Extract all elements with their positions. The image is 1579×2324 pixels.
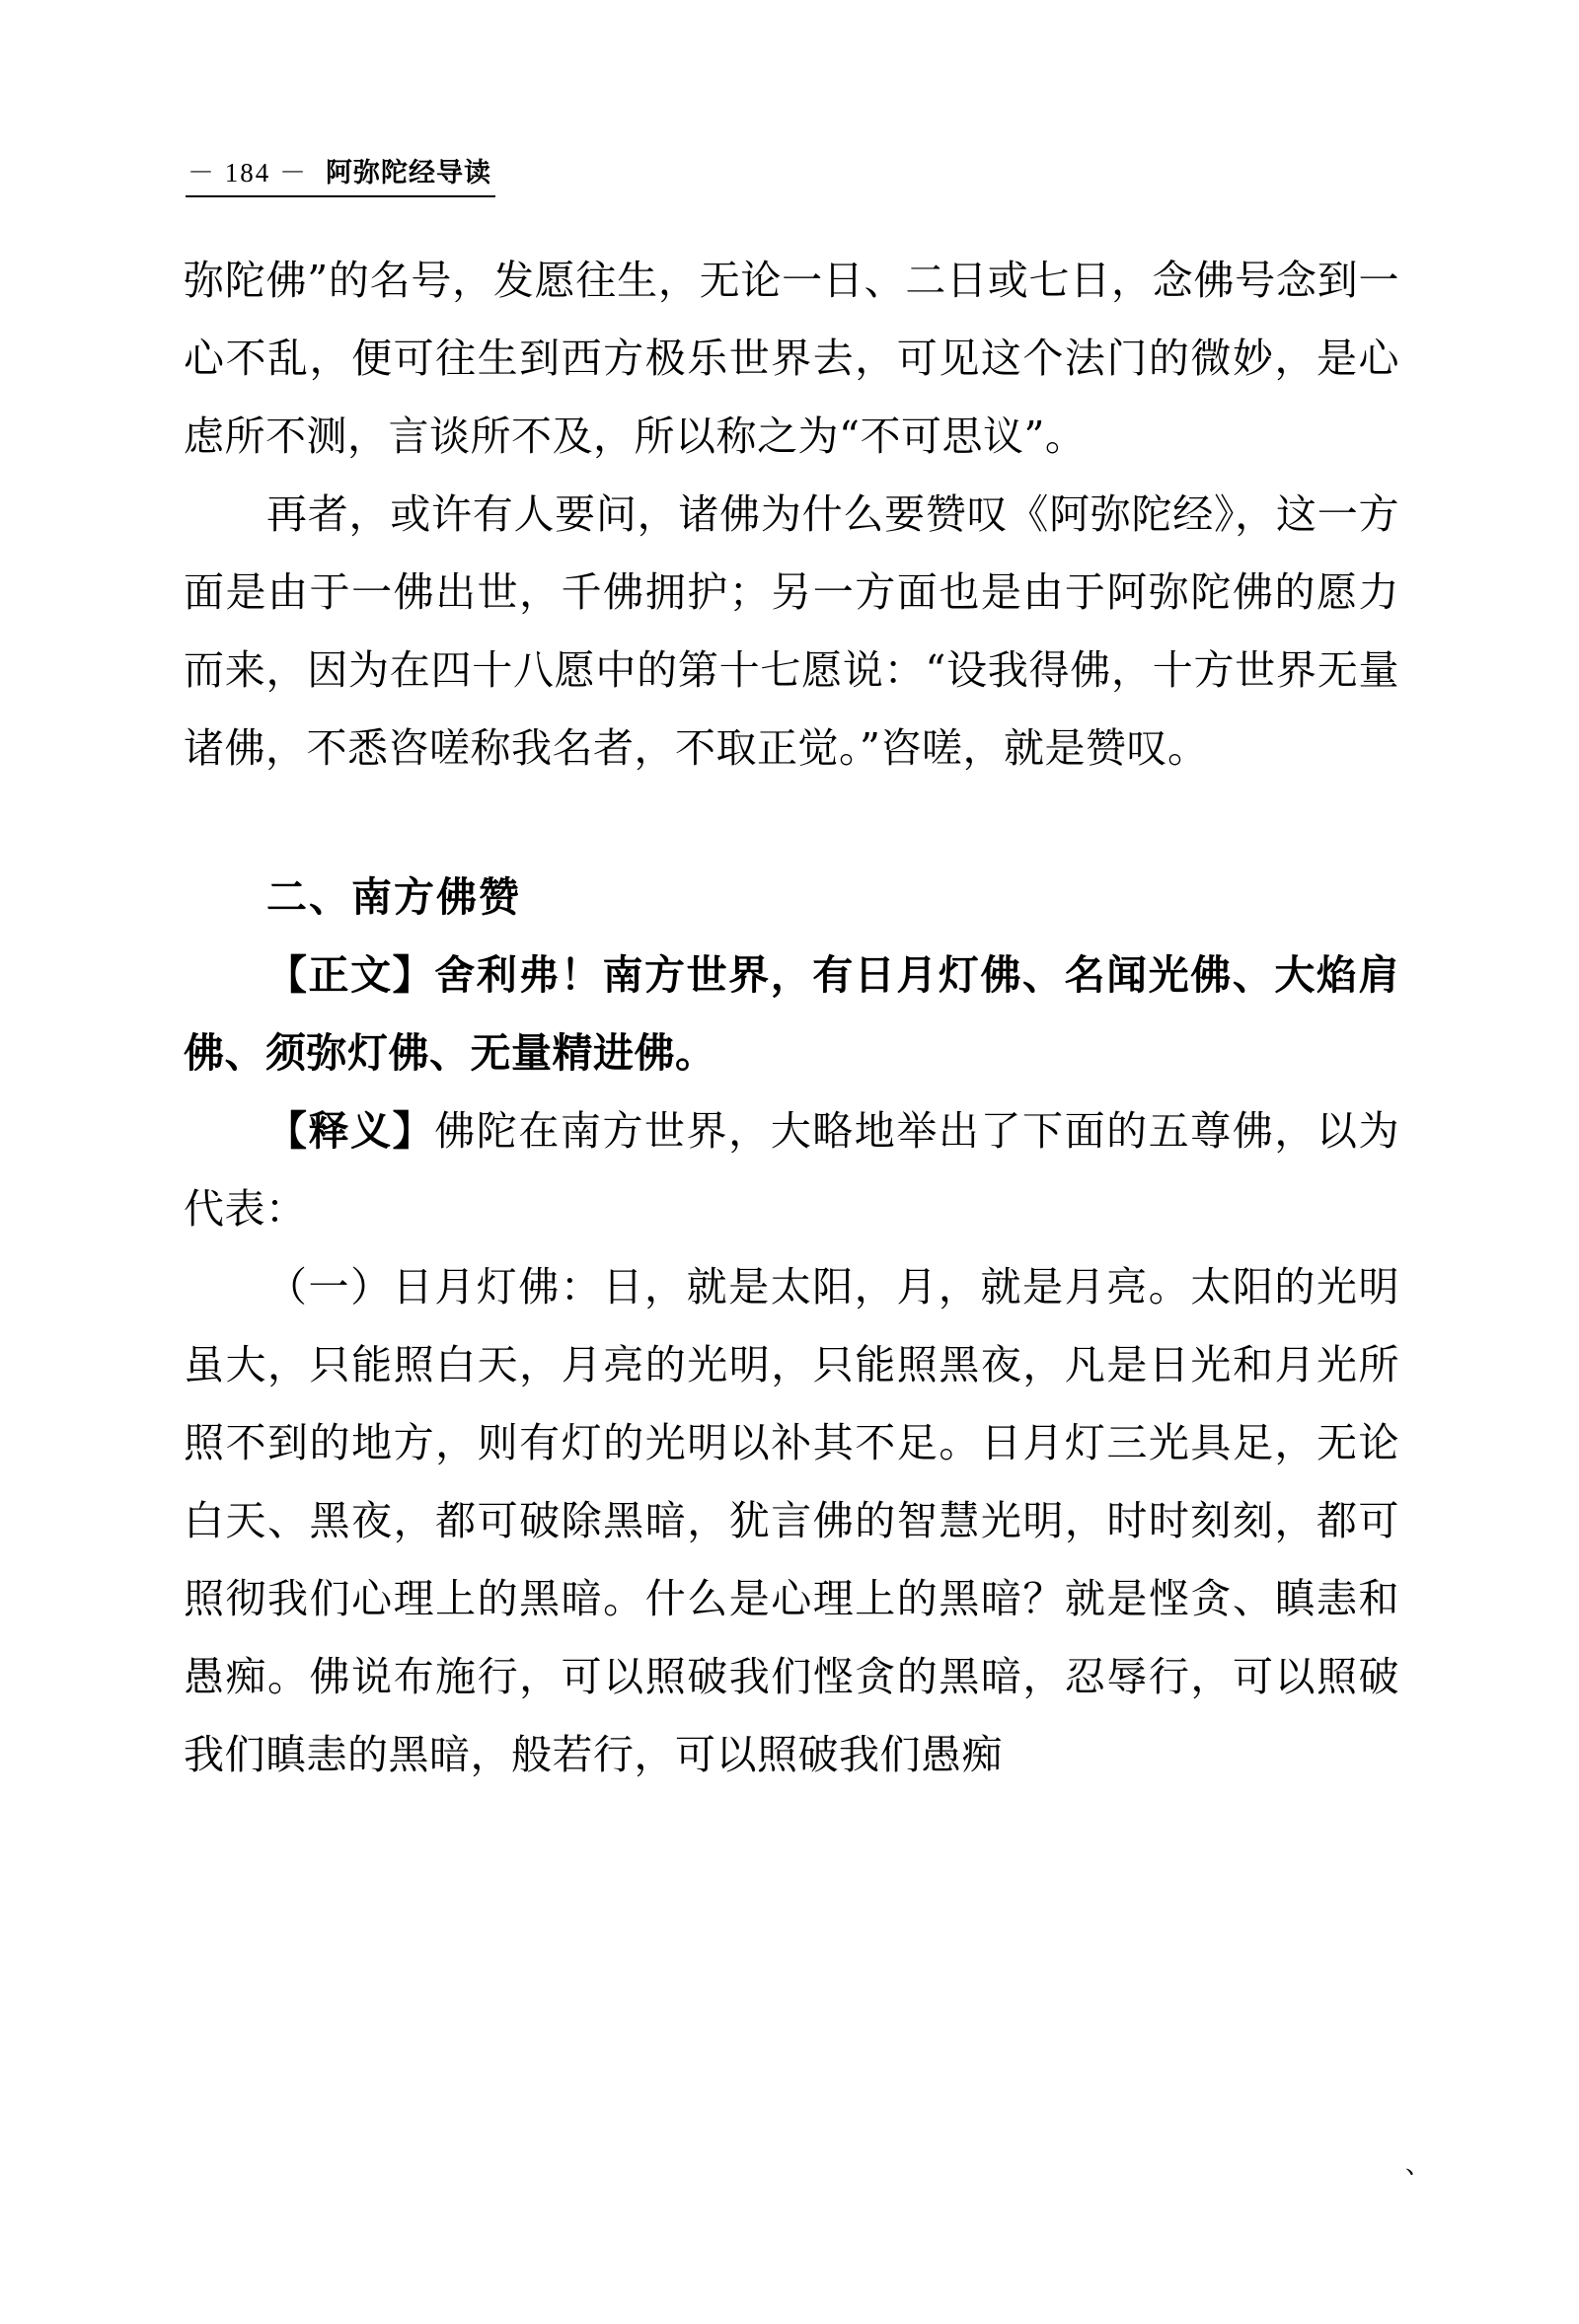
book-title: 阿弥陀经导读 (326, 158, 491, 188)
paragraph-1: 弥陀佛”的名号，发愿往生，无论一日、二日或七日，念佛号念到一心不乱，便可往生到西方极乐世界去，可见这个法门的微妙，是心虑所不测，言谈所不及，所以称之为“不可思议”。 (184, 257, 1399, 460)
sutra-body: 舍利弗！南方世界，有日月灯佛、名闻光佛、大焰肩佛、须弥灯佛、无量精进佛。 (184, 951, 1400, 1077)
gloss-label: 【释义】 (266, 1107, 435, 1155)
running-head-inner (186, 151, 495, 197)
paragraph-2: 再者，或许有人要问，诸佛为什么要赞叹《阿弥陀经》，这一方面是由于一佛出世，千佛拥护；另一方面也是由于阿弥陀佛的愿力而来，因为在四十八愿中的第十七愿说：“设我得佛，十方世界无量诸佛，不悉咨嗟称我名者，不取正觉。”咨嗟，就是赞叹。 (184, 490, 1399, 772)
paragraph-5: （一）日月灯佛：日，就是太阳，月，就是月亮。太阳的光明虽大，只能照白天，月亮的光明，只能照黑夜，凡是日光和月光所照不到的地方，则有灯的光明以补其不足。日月灯三光具足，无论白天、黑夜，都可破除黑暗，犹言佛的智慧光明，时时刻刻，都可照彻我们心理上的黑暗。什么是心理上的黑暗？就是悭贪、瞋恚和愚痴。佛说布施行，可以照破我们悭贪的黑暗，忍辱行，可以照破我们瞋恚的黑暗，般若行，可以照破我们愚痴 (184, 1263, 1399, 1778)
sutra-paragraph (184, 937, 1399, 1092)
corner-mark: 、 (1404, 2150, 1431, 2179)
gloss-paragraph (184, 1092, 1399, 1248)
spacer (184, 787, 1399, 859)
sutra-label: 【正文】 (266, 951, 435, 999)
section-heading: 二、南方佛赞 (266, 873, 521, 921)
page-number: － 184 － (188, 158, 308, 187)
running-head (186, 138, 1393, 197)
gloss-body: 佛陀在南方世界，大略地举出了下面的五尊佛，以为代表： (184, 1107, 1400, 1233)
body-text (184, 242, 1399, 1794)
